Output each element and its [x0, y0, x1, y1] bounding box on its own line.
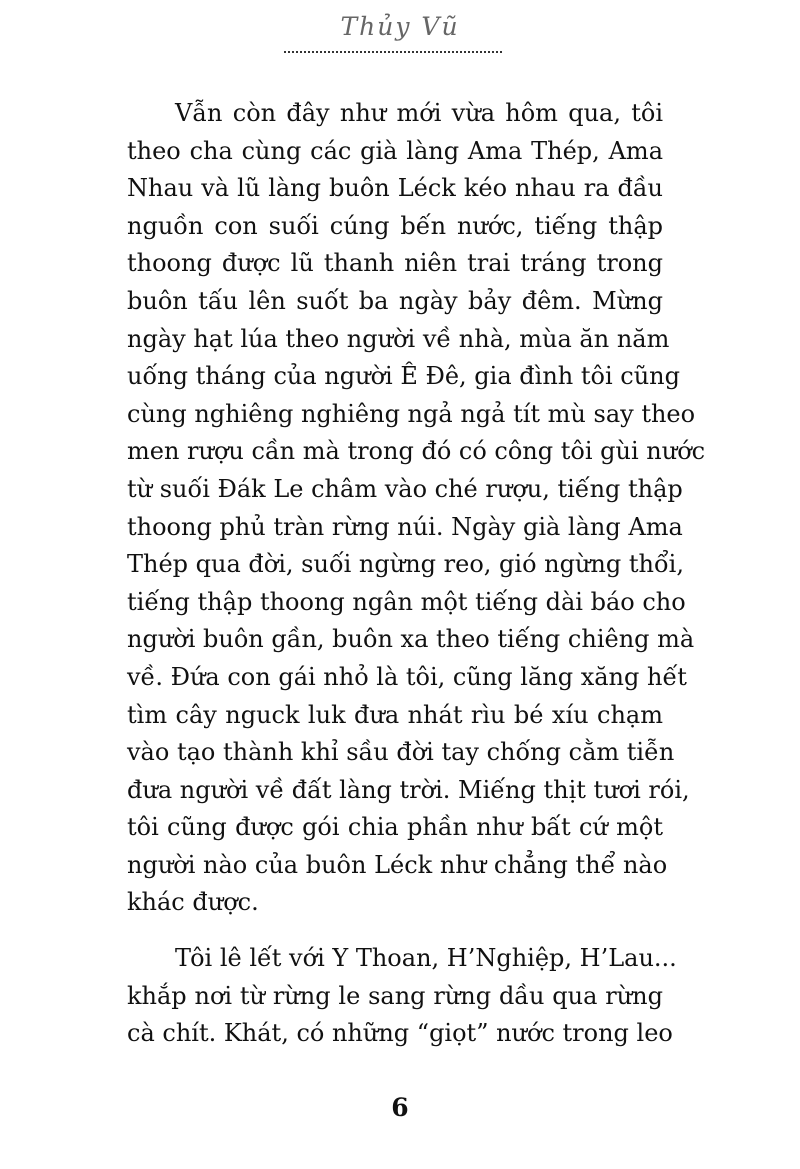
- text-line: tôi cũng được gói chia phần như bất cứ một: [127, 813, 663, 842]
- text-line: người buôn gần, buôn xa theo tiếng chiêng mà: [127, 625, 695, 654]
- text-line: Tôi lê lết với Y Thoan, H’Nghiệp, H’Lau...: [175, 944, 677, 973]
- text-line: ngày hạt lúa theo người về nhà, mùa ăn năm: [127, 324, 670, 353]
- paragraph-2: [127, 940, 677, 1053]
- paragraph-1: [127, 95, 706, 922]
- header-dotted-rule: [284, 51, 502, 53]
- text-line: buôn tấu lên suốt ba ngày bảy đêm. Mừng: [127, 286, 663, 315]
- text-line: uống tháng của người Ê Đê, gia đình tôi cũng: [127, 362, 680, 391]
- text-line: khắp nơi từ rừng le sang rừng dầu qua rừng: [127, 981, 663, 1010]
- text-line: tiếng thập thoong ngân một tiếng dài báo cho: [127, 587, 686, 616]
- body-text: [127, 95, 706, 1053]
- text-line: đưa người về đất làng trời. Miếng thịt tươi rói,: [127, 775, 690, 804]
- text-line: người nào của buôn Léck như chẳng thể nào: [127, 850, 668, 879]
- text-line: thoong phủ tràn rừng núi. Ngày già làng Ama: [127, 512, 683, 541]
- text-line: men rượu cần mà trong đó có công tôi gùi nước: [127, 437, 706, 466]
- text-line: theo cha cùng các già làng Ama Thép, Ama: [127, 136, 663, 165]
- text-line: vào tạo thành khỉ sầu đời tay chống cằm tiễn: [127, 738, 675, 767]
- text-line: Nhau và lũ làng buôn Léck kéo nhau ra đầu: [127, 174, 663, 203]
- text-line: tìm cây nguck luk đưa nhát rìu bé xíu chạm: [127, 700, 663, 729]
- page-number: 6: [391, 1093, 409, 1122]
- text-line: nguồn con suối cúng bến nước, tiếng thập: [127, 211, 663, 240]
- text-line: khác được.: [127, 888, 259, 917]
- text-line: Thép qua đời, suối ngừng reo, gió ngừng thổi,: [127, 550, 684, 579]
- running-head-author: Thủy Vũ: [340, 12, 460, 41]
- text-line: thoong được lũ thanh niên trai tráng trong: [127, 249, 663, 278]
- text-line: cùng nghiêng nghiêng ngả ngả tít mù say theo: [127, 399, 696, 428]
- text-line: Vẫn còn đây như mới vừa hôm qua, tôi: [175, 99, 663, 127]
- paragraph-spacer: [127, 922, 663, 940]
- text-line: từ suối Đák Le châm vào ché rượu, tiếng thập: [127, 474, 683, 503]
- text-line: cà chít. Khát, có những “giọt” nước trong leo: [127, 1019, 673, 1048]
- text-line: về. Đứa con gái nhỏ là tôi, cũng lăng xăng hết: [127, 662, 687, 691]
